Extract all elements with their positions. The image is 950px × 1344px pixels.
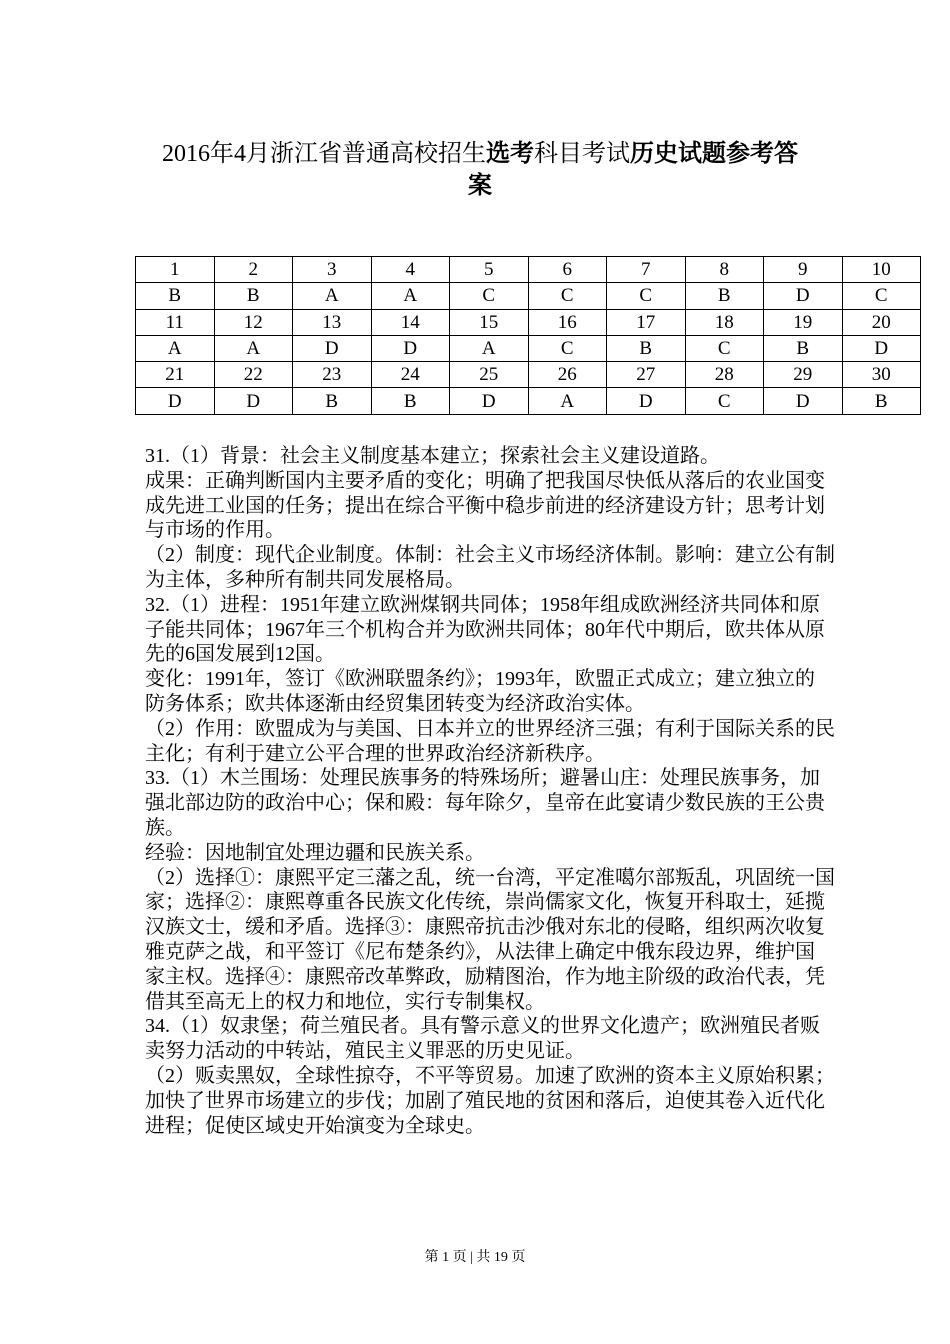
table-cell: D (214, 388, 293, 414)
answer-paragraph (145, 1064, 835, 1138)
answer-paragraph (145, 543, 835, 593)
text-line: 与市场的作用。 (145, 519, 285, 542)
text-line: 先的6国发展到12国。 (145, 643, 335, 666)
table-cell: B (371, 388, 450, 414)
answer-row (136, 335, 921, 361)
table-cell: A (293, 283, 372, 309)
answer-table (135, 256, 921, 415)
text-line: （2）制度：现代企业制度。体制：社会主义市场经济体制。影响：建立公有制 (145, 544, 835, 567)
table-cell: 17 (607, 309, 686, 335)
text-line: 借其至高无上的权力和地位，实行专制集权。 (145, 990, 545, 1013)
table-cell: 19 (764, 309, 843, 335)
table-cell: 7 (607, 257, 686, 283)
table-cell: C (842, 283, 921, 309)
table-cell: D (450, 388, 529, 414)
answer-paragraph (145, 469, 825, 543)
table-cell: A (528, 388, 607, 414)
text-line: （2）贩卖黑奴，全球性掠夺，不平等贸易。加速了欧洲的资本主义原始积累； (145, 1064, 835, 1087)
table-cell: B (293, 388, 372, 414)
table-cell: 24 (371, 362, 450, 388)
table-cell: 3 (293, 257, 372, 283)
answer-paragraph (145, 1014, 820, 1064)
question-number-row (136, 257, 921, 283)
text-line: 31.（1）背景：社会主义制度基本建立；探索社会主义建设道路。 (145, 445, 720, 467)
table-cell: B (136, 283, 215, 309)
answer-paragraph (145, 717, 835, 767)
text-line: 为主体，多种所有制共同发展格局。 (145, 568, 465, 591)
table-cell: C (528, 335, 607, 361)
table-cell: 27 (607, 362, 686, 388)
table-cell: A (371, 283, 450, 309)
table-cell: 10 (842, 257, 921, 283)
answer-paragraph (145, 667, 815, 717)
table-cell: 8 (685, 257, 764, 283)
answer-body (145, 444, 835, 1138)
table-cell: D (607, 388, 686, 414)
text-line: 主化；有利于建立公平合理的世界政治经济新秩序。 (145, 742, 605, 765)
table-cell: 5 (450, 257, 529, 283)
text-line: 雅克萨之战，和平签订《尼布楚条约》，从法律上确定中俄东段边界，维护国 (145, 940, 815, 963)
text-line: 34.（1）奴隶堡；荷兰殖民者。具有警示意义的世界文化遗产；欧洲殖民者贩 (145, 1015, 820, 1038)
text-line: 强北部边防的政治中心；保和殿：每年除夕，皇帝在此宴请少数民族的王公贵 (145, 792, 825, 815)
table-cell: C (685, 335, 764, 361)
table-cell: D (764, 388, 843, 414)
text-line: 成果：正确判断国内主要矛盾的变化；明确了把我国尽快低从落后的农业国变 (145, 469, 825, 492)
table-cell: 29 (764, 362, 843, 388)
text-line: 经验：因地制宜处理边疆和民族关系。 (145, 841, 485, 864)
page-title (140, 138, 820, 202)
answer-paragraph (145, 866, 835, 1015)
table-cell: 6 (528, 257, 607, 283)
table-cell: C (528, 283, 607, 309)
table-cell: D (842, 335, 921, 361)
table-cell: B (214, 283, 293, 309)
text-line: （2）作用：欧盟成为与美国、日本并立的世界经济三强；有利于国际关系的民 (145, 717, 835, 740)
text-line: 32.（1）进程：1951年建立欧洲煤钢共同体；1958年组成欧洲经济共同体和原 (145, 593, 820, 616)
table-cell: 12 (214, 309, 293, 335)
text-line: （2）选择①：康熙平定三藩之乱，统一台湾，平定准噶尔部叛乱，巩固统一国 (145, 866, 835, 889)
table-cell: 20 (842, 309, 921, 335)
text-line: 卖努力活动的中转站，殖民主义罪恶的历史见证。 (145, 1040, 585, 1063)
table-cell: A (450, 335, 529, 361)
answer-paragraph (145, 593, 825, 667)
table-cell: D (136, 388, 215, 414)
answer-row (136, 388, 921, 414)
table-cell: B (764, 335, 843, 361)
text-line: 家主权。选择④：康熙帝改革弊政，励精图治，作为地主阶级的政治代表，凭 (145, 965, 825, 988)
table-cell: C (450, 283, 529, 309)
table-cell: 11 (136, 309, 215, 335)
text-line: 变化：1991年，签订《欧洲联盟条约》；1993年，欧盟正式成立；建立独立的 (145, 668, 815, 691)
table-cell: D (293, 335, 372, 361)
answer-row (136, 283, 921, 309)
page-footer: 第 1 页 | 共 19 页 (424, 1250, 526, 1265)
table-cell: 14 (371, 309, 450, 335)
table-cell: 22 (214, 362, 293, 388)
answer-paragraph (145, 444, 805, 469)
question-number-row (136, 362, 921, 388)
table-cell: D (764, 283, 843, 309)
table-cell: B (842, 388, 921, 414)
table-cell: 28 (685, 362, 764, 388)
title-bold: 案 (468, 171, 492, 199)
title-bold: 历史试题参考答 (630, 139, 798, 167)
table-cell: C (607, 283, 686, 309)
answer-paragraph (145, 766, 825, 840)
answer-paragraph (145, 841, 805, 866)
table-cell: B (685, 283, 764, 309)
table-cell: A (136, 335, 215, 361)
text-line: 成先进工业国的任务；提出在综合平衡中稳步前进的经济建设方针；思考计划 (145, 494, 825, 517)
table-cell: 15 (450, 309, 529, 335)
table-cell: 4 (371, 257, 450, 283)
table-cell: 1 (136, 257, 215, 283)
text-line: 汉族文士，缓和矛盾。选择③：康熙帝抗击沙俄对东北的侵略，组织两次收复 (145, 916, 825, 939)
table-cell: 13 (293, 309, 372, 335)
text-line: 33.（1）木兰围场：处理民族事务的特殊场所；避暑山庄：处理民族事务，加 (145, 767, 820, 790)
text-line: 族。 (145, 816, 185, 839)
table-cell: 30 (842, 362, 921, 388)
text-line: 防务体系；欧共体逐渐由经贸集团转变为经济政治实体。 (145, 692, 645, 715)
table-cell: 21 (136, 362, 215, 388)
text-line: 家；选择②：康熙尊重各民族文化传统，崇尚儒家文化，恢复开科取士，延揽 (145, 891, 825, 914)
title-bold: 选考 (486, 139, 534, 167)
table-cell: 16 (528, 309, 607, 335)
table-cell: B (607, 335, 686, 361)
table-cell: A (214, 335, 293, 361)
title-part: 2016年4月浙江省普通高校招生 (162, 141, 486, 167)
text-line: 进程；促使区域史开始演变为全球史。 (145, 1114, 485, 1137)
table-cell: 2 (214, 257, 293, 283)
text-line: 加快了世界市场建立的步伐；加剧了殖民地的贫困和落后，迫使其卷入近代化 (145, 1089, 825, 1112)
table-cell: C (685, 388, 764, 414)
title-part: 科目考试 (534, 141, 630, 167)
table-cell: 25 (450, 362, 529, 388)
table-cell: D (371, 335, 450, 361)
table-cell: 26 (528, 362, 607, 388)
table-cell: 23 (293, 362, 372, 388)
table-cell: 9 (764, 257, 843, 283)
table-cell: 18 (685, 309, 764, 335)
question-number-row (136, 309, 921, 335)
text-line: 子能共同体；1967年三个机构合并为欧洲共同体；80年代中期后，欧共体从原 (145, 618, 825, 641)
